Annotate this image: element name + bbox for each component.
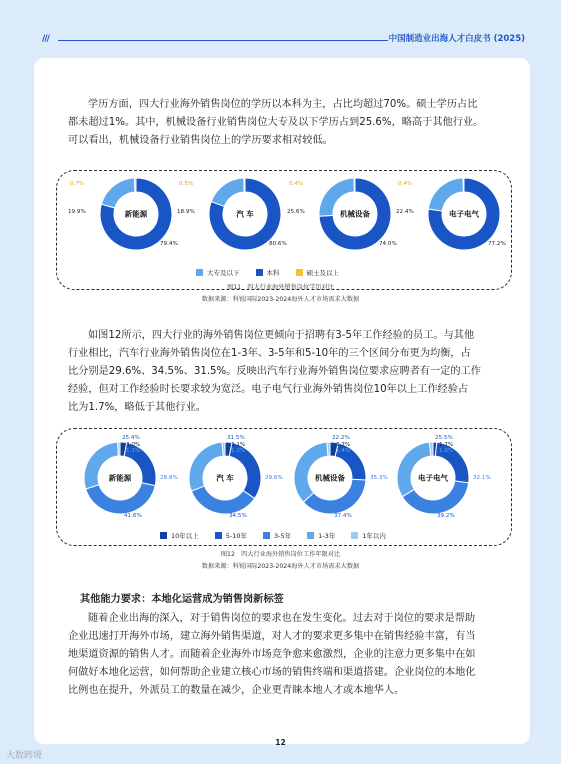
data-label: 1.4% bbox=[336, 448, 351, 454]
header-stripes: /// bbox=[42, 34, 49, 44]
legend-item bbox=[296, 268, 340, 277]
paragraph-line: 如图12所示，四大行业的海外销售岗位更倾向于招聘有3-5年工作经验的员工。与其他 bbox=[88, 330, 475, 341]
legend-item bbox=[160, 531, 199, 540]
data-label: 79.4% bbox=[160, 241, 178, 247]
data-label: 74.0% bbox=[379, 241, 397, 247]
paragraph-experience bbox=[68, 327, 504, 417]
data-label: 0.5% bbox=[179, 181, 194, 187]
legend-label: 1年以内 bbox=[362, 532, 386, 540]
data-label: 41.6% bbox=[124, 513, 142, 519]
paragraph-line: 比分别是29.6%、34.5%、31.5%。反映出汽车行业海外销售岗位要求应聘者有一定的工作 bbox=[68, 366, 481, 377]
legend-label: 本科 bbox=[266, 269, 280, 277]
data-label: 37.4% bbox=[334, 513, 352, 519]
legend-swatch bbox=[160, 532, 167, 539]
data-label: 19.9% bbox=[68, 209, 86, 215]
donut-slice bbox=[428, 178, 463, 211]
donut-slice bbox=[101, 178, 135, 208]
data-label: 22.4% bbox=[396, 209, 414, 215]
legend-item bbox=[215, 531, 247, 540]
paragraph-line: 行业相比，汽车行业海外销售岗位在1-3年、3-5年和5-10年的三个区间分布更为均衡，占 bbox=[68, 348, 471, 359]
donut-center-label: 机械设备 bbox=[340, 209, 370, 219]
paragraph-line: 企业迅速打开海外市场，建立海外销售渠道，对人才的要求更多集中在销售经验丰富，有当 bbox=[68, 631, 476, 642]
figure12-caption: 图12 四大行业海外销售岗位工作年限对比 bbox=[220, 551, 341, 558]
data-label: 28.8% bbox=[160, 475, 178, 481]
donut-slice bbox=[134, 178, 136, 192]
donut-center-label: 机械设备 bbox=[315, 473, 345, 483]
data-label: 0.4% bbox=[398, 181, 413, 187]
donut-center-label: 汽 车 bbox=[216, 473, 234, 483]
legend-label: 1-3年 bbox=[318, 532, 336, 540]
donut-slice bbox=[189, 442, 223, 491]
data-label: 80.6% bbox=[269, 241, 287, 247]
donut-slice bbox=[118, 442, 120, 456]
legend-label: 10年以上 bbox=[171, 532, 199, 540]
data-label: 1.3% bbox=[231, 448, 246, 454]
legend-item bbox=[263, 531, 291, 540]
figure12-legend bbox=[160, 531, 402, 540]
legend-swatch bbox=[263, 532, 270, 539]
donut-center-label: 汽 车 bbox=[236, 209, 254, 219]
paragraph-line: 都未超过1%。其中，机械设备行业销售岗位大专及以下学历占到25.6%，略高于其他行业。 bbox=[68, 117, 484, 128]
donut-center-label: 新能源 bbox=[108, 473, 132, 483]
data-label: 29.6% bbox=[265, 475, 283, 481]
legend-item bbox=[196, 268, 240, 277]
paragraph-line: 比例也在提升，外派员工的数量在减少，企业更青睐本地人才或本地华人。 bbox=[68, 685, 405, 696]
paragraph-line: 随着企业出海的深入，对于销售岗位的要求也在发生变化。过去对于岗位的要求是帮助 bbox=[88, 613, 476, 624]
legend-label: 3-5年 bbox=[274, 532, 292, 540]
data-label: 35.3% bbox=[370, 475, 388, 481]
data-label: 3.7% bbox=[336, 442, 351, 448]
watermark: 大数跨境 bbox=[6, 751, 43, 761]
legend-swatch bbox=[307, 532, 314, 539]
data-label: 22.2% bbox=[332, 435, 350, 441]
paragraph-line: 可以看出，机械设备行业销售岗位上的学历要求相对较低。 bbox=[68, 135, 333, 146]
figure12-source: 数据来源：科锐国际2023-2024海外人才市场需求大数据 bbox=[201, 563, 360, 570]
donut-center-label: 电子电气 bbox=[449, 209, 479, 219]
data-label: 77.2% bbox=[488, 241, 506, 247]
legend-item bbox=[307, 531, 335, 540]
figure11-source: 数据来源：科锐国际2023-2024海外人才市场需求大数据 bbox=[201, 296, 360, 303]
donut-slice bbox=[211, 178, 244, 206]
data-label: 32.1% bbox=[473, 475, 491, 481]
header-title: 中国制造业出海人才白皮书 (2025) bbox=[388, 34, 525, 44]
figure11-caption: 图11 四大行业海外销售岗位学历对比 bbox=[227, 284, 334, 291]
data-label: 18.9% bbox=[177, 209, 195, 215]
page-header bbox=[0, 0, 561, 50]
donut-center-label: 电子电气 bbox=[418, 473, 448, 483]
paragraph-localization bbox=[68, 610, 504, 700]
donut-slice bbox=[303, 479, 366, 514]
data-label: 1.6% bbox=[439, 448, 454, 454]
data-label: 3.1% bbox=[231, 442, 246, 448]
legend-item bbox=[256, 268, 280, 277]
legend-item bbox=[351, 531, 386, 540]
data-label: 0.4% bbox=[289, 181, 304, 187]
legend-swatch bbox=[215, 532, 222, 539]
data-label: 34.5% bbox=[229, 513, 247, 519]
data-label: 1.1% bbox=[126, 448, 141, 454]
page-number: 12 bbox=[275, 738, 286, 747]
legend-label: 大专及以下 bbox=[207, 269, 240, 277]
data-label: 25.4% bbox=[122, 435, 140, 441]
donut-slice bbox=[397, 442, 431, 496]
data-label: 39.2% bbox=[437, 513, 455, 519]
legend-swatch bbox=[351, 532, 358, 539]
legend-label: 硕士及以上 bbox=[306, 269, 339, 277]
donut-center-label: 新能源 bbox=[124, 209, 148, 219]
data-label: 1.7% bbox=[439, 442, 454, 448]
legend-swatch bbox=[256, 269, 263, 276]
figure11-legend bbox=[196, 268, 355, 277]
section-heading: 其他能力要求：本地化运营成为销售岗新标签 bbox=[80, 594, 284, 605]
data-label: 25.6% bbox=[287, 209, 305, 215]
donut-slice bbox=[86, 483, 155, 514]
data-label: 31.5% bbox=[227, 435, 245, 441]
legend-swatch bbox=[196, 269, 203, 276]
data-label: 0.7% bbox=[70, 181, 85, 187]
paragraph-line: 学历方面，四大行业海外销售岗位的学历以本科为主，占比均超过70%。硕士学历占比 bbox=[88, 99, 478, 110]
header-rule bbox=[58, 40, 388, 41]
paragraph-line: 地渠道资源的销售人才。而随着企业海外市场竞争愈来愈激烈，企业的注意力更多集中在如 bbox=[68, 649, 476, 660]
legend-swatch bbox=[296, 269, 303, 276]
legend-label: 5-10年 bbox=[225, 532, 248, 540]
paragraph-line: 比为1.7%，略低于其他行业。 bbox=[68, 402, 206, 413]
paragraph-line: 何做好本地化运营，如何帮助企业建立核心市场的销售终端和渠道搭建。企业岗位的本地化 bbox=[68, 667, 476, 678]
data-label: 3.0% bbox=[126, 442, 141, 448]
paragraph-education bbox=[68, 96, 504, 150]
donut-slice bbox=[354, 178, 355, 192]
data-label: 25.5% bbox=[435, 435, 453, 441]
donut-slice bbox=[463, 178, 464, 192]
paragraph-line: 经验，但对工作经验时长要求较为宽泛。电子电气行业海外销售岗位10年以上工作经验占 bbox=[68, 384, 469, 395]
donut-slice bbox=[244, 178, 245, 192]
